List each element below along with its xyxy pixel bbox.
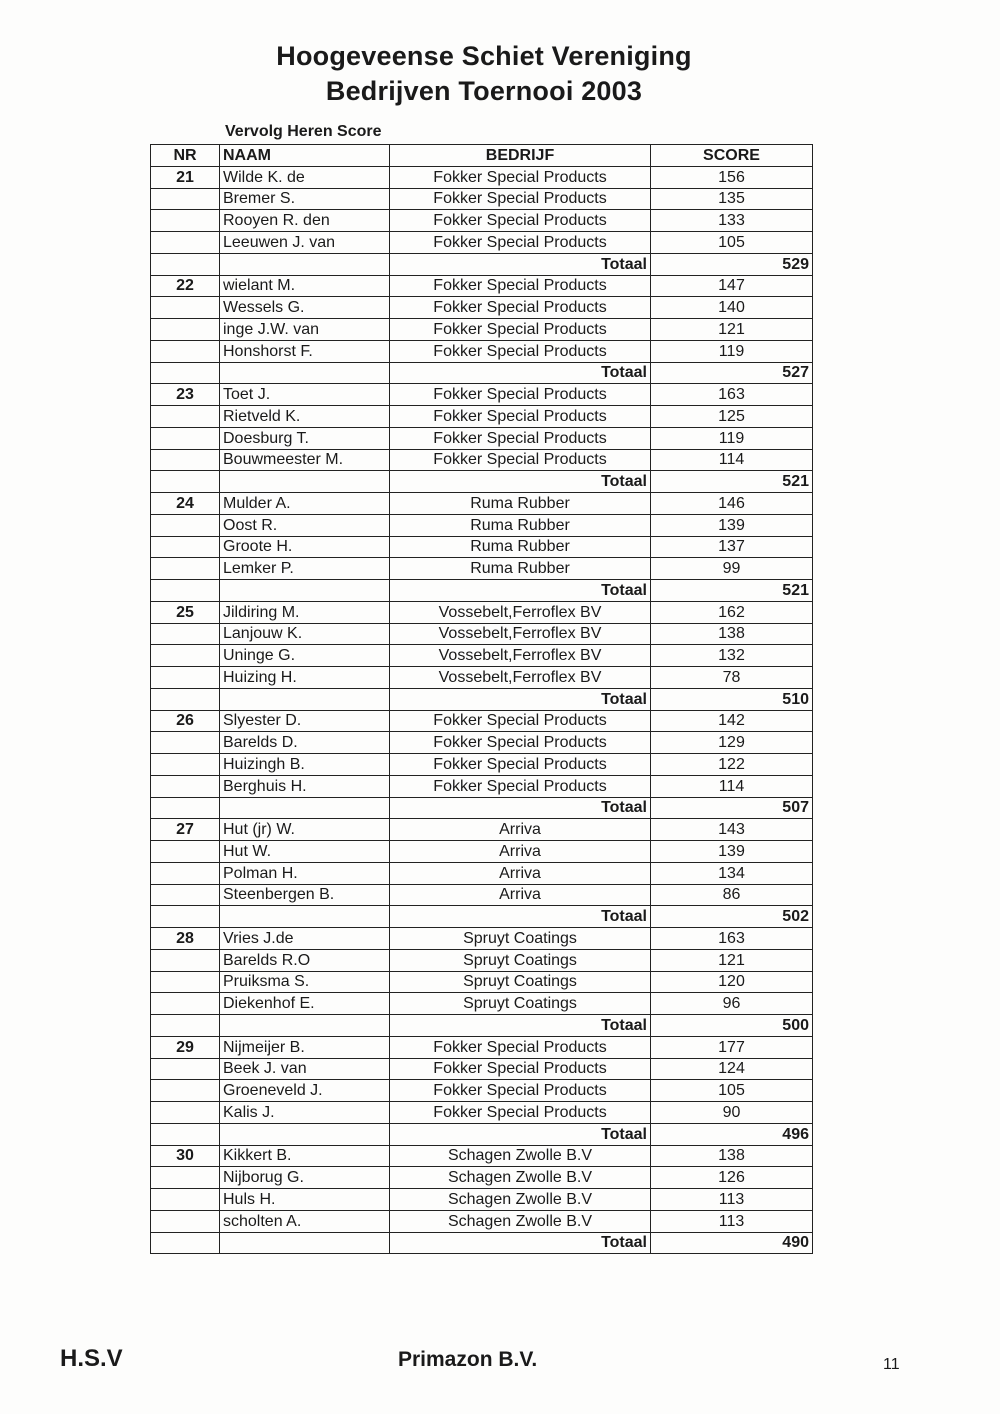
table-row [151,993,813,1015]
team-total-cell: 529 [651,253,813,275]
company-cell: Fokker Special Products [390,406,651,428]
team-number-cell [151,1102,220,1124]
team-total-cell: 521 [651,471,813,493]
company-cell: Spruyt Coatings [390,993,651,1015]
table-row [151,1189,813,1211]
team-number-cell [151,667,220,689]
team-number-cell [151,297,220,319]
team-number-cell [151,1080,220,1102]
table-row [151,1080,813,1102]
empty-cell [220,906,390,928]
player-name-cell: Kikkert B. [220,1145,390,1167]
table-row [151,710,813,732]
score-cell: 134 [651,862,813,884]
player-name-cell: Nijborug G. [220,1167,390,1189]
player-name-cell: Toet J. [220,384,390,406]
score-cell: 129 [651,732,813,754]
company-cell: Fokker Special Products [390,384,651,406]
score-cell: 99 [651,558,813,580]
player-name-cell: Beek J. van [220,1058,390,1080]
team-total-cell: 521 [651,580,813,602]
score-cell: 121 [651,319,813,341]
table-row [151,232,813,254]
score-cell: 114 [651,449,813,471]
empty-cell [151,906,220,928]
company-cell: Fokker Special Products [390,188,651,210]
document-subtitle: Bedrijven Toernooi 2003 [325,76,643,106]
team-number-cell [151,1210,220,1232]
team-number-cell: 28 [151,928,220,950]
score-cell: 113 [651,1210,813,1232]
player-name-cell: Groeneveld J. [220,1080,390,1102]
team-number-cell [151,1167,220,1189]
empty-cell [220,580,390,602]
score-cell: 124 [651,1058,813,1080]
score-cell: 114 [651,775,813,797]
table-row [151,623,813,645]
table-row [151,732,813,754]
table-row [151,884,813,906]
player-name-cell: Wilde K. de [220,166,390,188]
document-title: Hoogeveense Schiet Vereniging [276,41,692,71]
team-number-cell [151,841,220,863]
company-cell: Fokker Special Products [390,775,651,797]
total-label-cell: Totaal [390,253,651,275]
table-row [151,601,813,623]
player-name-cell: Rooyen R. den [220,210,390,232]
player-name-cell: Bouwmeester M. [220,449,390,471]
empty-cell [220,1015,390,1037]
company-cell: Ruma Rubber [390,558,651,580]
team-total-cell: 500 [651,1015,813,1037]
company-cell: Spruyt Coatings [390,971,651,993]
team-number-cell [151,732,220,754]
team-number-cell: 23 [151,384,220,406]
company-cell: Fokker Special Products [390,166,651,188]
table-row [151,188,813,210]
score-cell: 86 [651,884,813,906]
table-row [151,949,813,971]
player-name-cell: scholten A. [220,1210,390,1232]
table-row [151,449,813,471]
player-name-cell: Kalis J. [220,1102,390,1124]
table-row [151,645,813,667]
player-name-cell: Diekenhof E. [220,993,390,1015]
team-total-cell: 496 [651,1123,813,1145]
player-name-cell: Berghuis H. [220,775,390,797]
player-name-cell: Doesburg T. [220,427,390,449]
team-total-row [151,471,813,493]
score-cell: 143 [651,819,813,841]
score-cell: 119 [651,340,813,362]
score-cell: 119 [651,427,813,449]
empty-cell [220,362,390,384]
score-cell: 142 [651,710,813,732]
player-name-cell: Jildiring M. [220,601,390,623]
total-label-cell: Totaal [390,1232,651,1254]
table-row [151,928,813,950]
score-cell: 132 [651,645,813,667]
total-label-cell: Totaal [390,471,651,493]
empty-cell [151,253,220,275]
table-row [151,841,813,863]
player-name-cell: Honshorst F. [220,340,390,362]
score-cell: 156 [651,166,813,188]
team-total-cell: 507 [651,797,813,819]
score-cell: 147 [651,275,813,297]
score-cell: 163 [651,928,813,950]
team-total-row [151,362,813,384]
player-name-cell: Nijmeijer B. [220,1036,390,1058]
team-number-cell [151,188,220,210]
player-name-cell: Slyester D. [220,710,390,732]
column-header-score: SCORE [651,145,813,167]
team-total-row [151,1232,813,1254]
empty-cell [151,1123,220,1145]
table-row [151,1167,813,1189]
team-total-row [151,1123,813,1145]
table-row [151,275,813,297]
table-row [151,819,813,841]
team-number-cell [151,884,220,906]
company-cell: Vossebelt,Ferroflex BV [390,623,651,645]
score-cell: 138 [651,1145,813,1167]
team-total-row [151,253,813,275]
team-number-cell [151,558,220,580]
company-cell: Fokker Special Products [390,210,651,232]
company-cell: Fokker Special Products [390,1080,651,1102]
section-heading: Vervolg Heren Score [225,123,382,140]
table-row [151,340,813,362]
company-cell: Ruma Rubber [390,536,651,558]
player-name-cell: Mulder A. [220,493,390,515]
score-cell: 177 [651,1036,813,1058]
team-number-cell [151,536,220,558]
team-total-cell: 510 [651,688,813,710]
player-name-cell: Barelds D. [220,732,390,754]
table-row [151,406,813,428]
team-number-cell: 30 [151,1145,220,1167]
team-number-cell [151,775,220,797]
company-cell: Schagen Zwolle B.V [390,1189,651,1211]
table-row [151,536,813,558]
table-row [151,862,813,884]
team-number-cell [151,645,220,667]
empty-cell [151,797,220,819]
table-row [151,427,813,449]
player-name-cell: Wessels G. [220,297,390,319]
company-cell: Fokker Special Products [390,1058,651,1080]
table-row [151,319,813,341]
score-cell: 163 [651,384,813,406]
player-name-cell: Hut (jr) W. [220,819,390,841]
company-cell: Spruyt Coatings [390,949,651,971]
score-cell: 113 [651,1189,813,1211]
team-number-cell: 25 [151,601,220,623]
empty-cell [220,797,390,819]
empty-cell [151,1015,220,1037]
empty-cell [220,471,390,493]
empty-cell [151,1232,220,1254]
table-row [151,1145,813,1167]
score-cell: 125 [651,406,813,428]
player-name-cell: Oost R. [220,514,390,536]
team-number-cell [151,232,220,254]
company-cell: Fokker Special Products [390,275,651,297]
score-cell: 139 [651,841,813,863]
team-number-cell [151,406,220,428]
team-number-cell [151,623,220,645]
table-row [151,667,813,689]
column-header-bedrijf: BEDRIJF [390,145,651,167]
team-total-row [151,797,813,819]
company-cell: Fokker Special Products [390,1102,651,1124]
score-cell: 96 [651,993,813,1015]
team-number-cell [151,514,220,536]
score-cell: 126 [651,1167,813,1189]
company-cell: Spruyt Coatings [390,928,651,950]
company-cell: Fokker Special Products [390,710,651,732]
team-number-cell: 26 [151,710,220,732]
company-cell: Schagen Zwolle B.V [390,1210,651,1232]
player-name-cell: Huizing H. [220,667,390,689]
table-row [151,1036,813,1058]
player-name-cell: Bremer S. [220,188,390,210]
table-row [151,1058,813,1080]
empty-cell [220,688,390,710]
company-cell: Ruma Rubber [390,493,651,515]
team-number-cell: 22 [151,275,220,297]
score-cell: 120 [651,971,813,993]
player-name-cell: Pruiksma S. [220,971,390,993]
team-total-cell: 502 [651,906,813,928]
player-name-cell: Huls H. [220,1189,390,1211]
company-cell: Ruma Rubber [390,514,651,536]
table-row [151,558,813,580]
table-row [151,1210,813,1232]
player-name-cell: wielant M. [220,275,390,297]
table-row [151,754,813,776]
score-cell: 162 [651,601,813,623]
score-cell: 137 [651,536,813,558]
company-cell: Arriva [390,819,651,841]
team-number-cell [151,754,220,776]
team-total-row [151,688,813,710]
score-cell: 133 [651,210,813,232]
team-number-cell [151,949,220,971]
team-total-cell: 527 [651,362,813,384]
total-label-cell: Totaal [390,1123,651,1145]
company-cell: Fokker Special Products [390,427,651,449]
score-table [150,144,813,1254]
empty-cell [220,1232,390,1254]
company-cell: Arriva [390,841,651,863]
score-cell: 135 [651,188,813,210]
table-row [151,166,813,188]
company-cell: Arriva [390,862,651,884]
team-total-cell: 490 [651,1232,813,1254]
table-row [151,210,813,232]
team-total-row [151,1015,813,1037]
score-cell: 138 [651,623,813,645]
team-number-cell: 29 [151,1036,220,1058]
team-number-cell [151,210,220,232]
team-number-cell [151,993,220,1015]
footer-sponsor: Primazon B.V. [398,1348,538,1371]
total-label-cell: Totaal [390,688,651,710]
company-cell: Vossebelt,Ferroflex BV [390,645,651,667]
team-number-cell [151,449,220,471]
score-cell: 90 [651,1102,813,1124]
team-number-cell [151,1189,220,1211]
score-cell: 122 [651,754,813,776]
player-name-cell: Steenbergen B. [220,884,390,906]
total-label-cell: Totaal [390,362,651,384]
column-header-naam: NAAM [220,145,390,167]
company-cell: Fokker Special Products [390,297,651,319]
team-number-cell [151,1058,220,1080]
total-label-cell: Totaal [390,1015,651,1037]
team-number-cell [151,340,220,362]
total-label-cell: Totaal [390,580,651,602]
team-number-cell [151,862,220,884]
company-cell: Fokker Special Products [390,232,651,254]
empty-cell [151,471,220,493]
empty-cell [151,580,220,602]
score-cell: 105 [651,1080,813,1102]
table-row [151,971,813,993]
company-cell: Vossebelt,Ferroflex BV [390,601,651,623]
team-number-cell: 21 [151,166,220,188]
company-cell: Fokker Special Products [390,754,651,776]
table-header-row [151,145,813,167]
player-name-cell: Uninge G. [220,645,390,667]
total-label-cell: Totaal [390,906,651,928]
score-cell: 139 [651,514,813,536]
page-number: 11 [883,1356,900,1373]
total-label-cell: Totaal [390,797,651,819]
company-cell: Fokker Special Products [390,732,651,754]
score-cell: 146 [651,493,813,515]
score-cell: 78 [651,667,813,689]
score-cell: 140 [651,297,813,319]
column-header-nr: NR [151,145,220,167]
empty-cell [220,1123,390,1145]
player-name-cell: Hut W. [220,841,390,863]
table-row [151,1102,813,1124]
table-row [151,384,813,406]
team-number-cell [151,971,220,993]
player-name-cell: Lanjouw K. [220,623,390,645]
table-row [151,514,813,536]
company-cell: Schagen Zwolle B.V [390,1145,651,1167]
team-total-row [151,906,813,928]
company-cell: Schagen Zwolle B.V [390,1167,651,1189]
empty-cell [220,253,390,275]
empty-cell [151,362,220,384]
player-name-cell: Leeuwen J. van [220,232,390,254]
team-total-row [151,580,813,602]
table-row [151,297,813,319]
company-cell: Arriva [390,884,651,906]
company-cell: Fokker Special Products [390,1036,651,1058]
score-cell: 121 [651,949,813,971]
player-name-cell: Polman H. [220,862,390,884]
player-name-cell: Barelds R.O [220,949,390,971]
player-name-cell: Vries J.de [220,928,390,950]
score-cell: 105 [651,232,813,254]
footer-club-abbreviation: H.S.V [60,1345,123,1372]
table-row [151,775,813,797]
company-cell: Fokker Special Products [390,319,651,341]
table-row [151,493,813,515]
team-number-cell [151,319,220,341]
player-name-cell: Rietveld K. [220,406,390,428]
player-name-cell: Lemker P. [220,558,390,580]
company-cell: Fokker Special Products [390,449,651,471]
empty-cell [151,688,220,710]
company-cell: Fokker Special Products [390,340,651,362]
team-number-cell: 24 [151,493,220,515]
company-cell: Vossebelt,Ferroflex BV [390,667,651,689]
player-name-cell: Huizingh B. [220,754,390,776]
player-name-cell: inge J.W. van [220,319,390,341]
team-number-cell: 27 [151,819,220,841]
team-number-cell [151,427,220,449]
player-name-cell: Groote H. [220,536,390,558]
